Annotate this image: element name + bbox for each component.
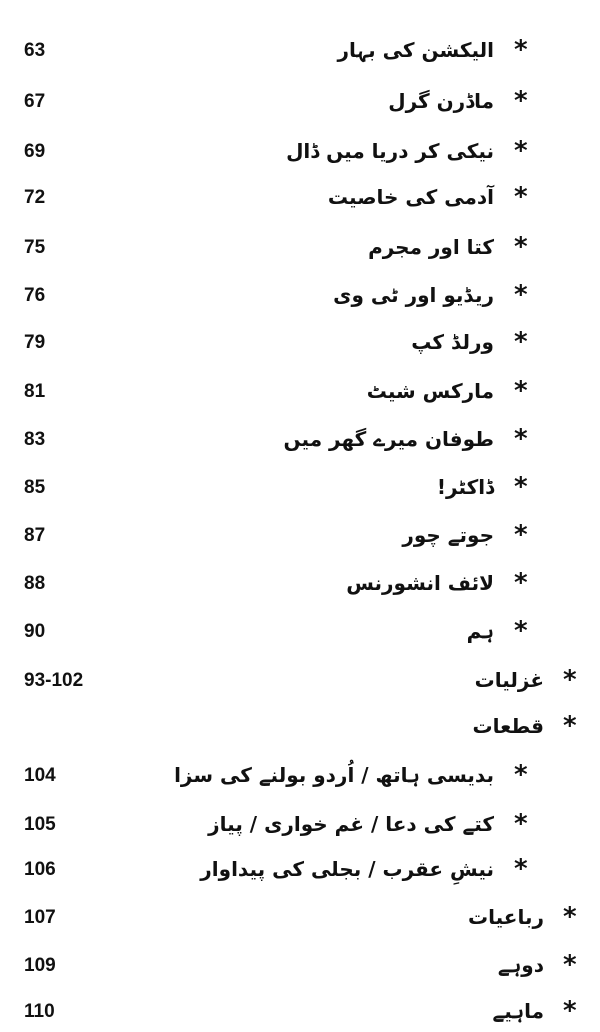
section-title: ماہیے	[492, 999, 544, 1023]
toc-entry	[0, 564, 600, 604]
toc-entry	[0, 31, 600, 71]
page-number: 81	[24, 381, 46, 402]
asterisk-icon: *	[514, 520, 528, 550]
page-number: 110	[24, 1001, 55, 1022]
page-number: 67	[24, 91, 46, 112]
toc-entry	[0, 420, 600, 460]
toc-entry	[0, 372, 600, 412]
section-title: رباعیات	[468, 905, 544, 929]
toc-entry	[0, 323, 600, 363]
toc-entry	[0, 612, 600, 652]
page-number: 88	[24, 573, 46, 594]
asterisk-icon: *	[514, 182, 528, 212]
asterisk-icon: *	[514, 809, 528, 839]
entry-title: آدمی کی خاصیت	[327, 185, 494, 209]
section-title: غزلیات	[474, 668, 544, 692]
toc-entry	[0, 178, 600, 218]
toc-section	[0, 898, 600, 938]
section-title: قطعات	[472, 714, 544, 738]
entry-title: جوتے چور	[402, 523, 494, 547]
toc-entry	[0, 468, 600, 508]
asterisk-icon: *	[514, 376, 528, 406]
page-number: 63	[24, 40, 46, 61]
toc-entry	[0, 132, 600, 172]
asterisk-icon: *	[514, 232, 528, 262]
toc-entry	[0, 805, 600, 845]
entry-title: ریڈیو اور ٹی وی	[333, 283, 494, 307]
entry-title: لائف انشورنس	[346, 571, 494, 595]
toc-section	[0, 661, 600, 701]
entry-title: مارکس شیٹ	[366, 379, 494, 403]
asterisk-icon: *	[514, 760, 528, 790]
entry-title: نیشِ عقرب / بجلی کی پیداوار	[200, 857, 494, 881]
page-number: 104	[24, 765, 56, 786]
asterisk-icon: *	[514, 854, 528, 884]
asterisk-icon: *	[514, 136, 528, 166]
entry-title: ڈاکٹر!	[436, 475, 494, 499]
asterisk-icon: *	[514, 472, 528, 502]
entry-title: الیکشن کی بہار	[337, 38, 494, 62]
asterisk-icon: *	[563, 950, 577, 980]
toc-entry	[0, 276, 600, 316]
page-number: 87	[24, 525, 46, 546]
toc-entry	[0, 82, 600, 122]
asterisk-icon: *	[514, 327, 528, 357]
toc-section	[0, 946, 600, 986]
asterisk-icon: *	[563, 711, 577, 741]
page-number: 69	[24, 141, 46, 162]
entry-title: ماڈرن گرل	[388, 89, 494, 113]
page-number: 75	[24, 237, 46, 258]
page-number: 109	[24, 955, 56, 976]
page-number: 93-102	[24, 670, 84, 691]
asterisk-icon: *	[514, 35, 528, 65]
page-number: 90	[24, 621, 46, 642]
asterisk-icon: *	[514, 280, 528, 310]
asterisk-icon: *	[514, 568, 528, 598]
asterisk-icon: *	[563, 996, 577, 1026]
toc-entry	[0, 516, 600, 556]
entry-title: بدیسی ہاتھ / اُردو بولنے کی سزا	[174, 763, 494, 787]
page-number: 76	[24, 285, 46, 306]
entry-title: کتے کی دعا / غم خواری / پیاز	[208, 812, 494, 836]
page-number: 105	[24, 814, 56, 835]
page-number: 79	[24, 332, 46, 353]
asterisk-icon: *	[563, 665, 577, 695]
page-number: 106	[24, 859, 56, 880]
asterisk-icon: *	[514, 616, 528, 646]
page-number: 107	[24, 907, 56, 928]
page-number: 72	[24, 187, 46, 208]
asterisk-icon: *	[514, 86, 528, 116]
toc-section	[0, 992, 600, 1032]
toc-section	[0, 707, 600, 747]
asterisk-icon: *	[514, 424, 528, 454]
entry-title: ورلڈ کپ	[411, 330, 494, 354]
asterisk-icon: *	[563, 902, 577, 932]
entry-title: ہم	[466, 619, 494, 643]
entry-title: طوفان میرے گھر میں	[283, 427, 494, 451]
toc-entry	[0, 756, 600, 796]
toc-entry	[0, 228, 600, 268]
page-number: 83	[24, 429, 46, 450]
entry-title: نیکی کر دریا میں ڈال	[286, 139, 494, 163]
entry-title: کتا اور مجرم	[368, 235, 494, 259]
toc-entry	[0, 850, 600, 890]
page-number: 85	[24, 477, 46, 498]
section-title: دوہے	[497, 953, 544, 977]
